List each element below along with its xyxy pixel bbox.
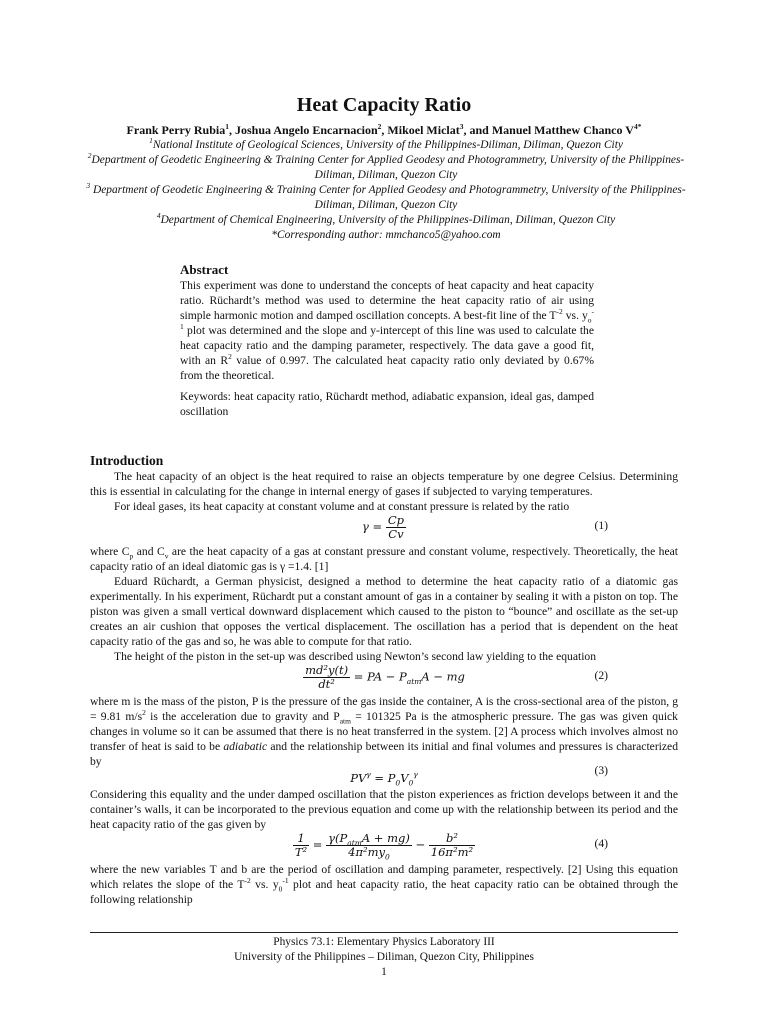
intro-paragraph-7: Considering this equality and the under damped oscillation that the piston experiences as friction develops between it and the container’s walls, it can be incorporated to the previous equation and come up with the relationship between its period and the heat capacity ratio of the gas given by — [90, 788, 678, 831]
affiliation-4: $^4$Department of Chemical Engineering, University of the Philippines-Diliman, Diliman, Quezon City — [156, 211, 616, 226]
equation-2: $\frac{\text{md²y(t)}}{\text{dt²}}$ = PA − $P_{atm}A$ − mg (2) — [305, 663, 608, 691]
corresponding-author: *Corresponding author: mmchanco5@yahoo.com — [271, 229, 501, 241]
affiliation-1: $^1$National Institute of Geological Sciences, University of the Philippines-Diliman, Diliman, Quezon City — [149, 136, 623, 151]
affiliation-2: $^2$Department of Geodetic Engineering & Training Center for Applied Geodesy and Photogrammetry, University of the Philippines-Diliman, Diliman, Quezon City — [87, 151, 685, 181]
intro-paragraph-1: The heat capacity of an object is the heat required to raise an objects temperature by one degree Celsius. Determining this is essential in calculating for the change in internal energy of gases if subjected to varying temperatures. — [90, 470, 678, 498]
page-number: 1 — [381, 966, 387, 978]
equation-3: $PV^\gamma = P_0V_0^\gamma$ (3) — [350, 764, 608, 788]
abstract-text: This experiment was done to understand the concepts of heat capacity and heat capacity ratio. Rüchardt’s method was used to determine the heat capacity ratio of air using simple harmonic motion and damped oscillation concepts. A best-fit line of the $T^{-2}$ vs. $y_o^{-1}$ plot was determined and the slope and y-intercept of this line was used to calculate the heat capacity ratio and the damping parameter, respectively. The data gave a good fit, with an $R^2$ value of 0.997. The calculated heat capacity ratio only deviated by 0.67% from the theoretical. — [180, 279, 594, 382]
equation-4: $\frac{1}{\text{T²}}$ = $\frac{\gamma(P_{atm}A + mg)}{4\pi^2my_0}$ − $\frac{\text{b²}}{\text{16π²m²}}$ (4) — [294, 831, 608, 862]
intro-paragraph-3: where $C_p$ and $C_v$ are the heat capacity of a gas at constant pressure and constant volume, respectively. Theoretically, the heat capacity ratio of an ideal diatomic gas is γ =1.4. [1] — [90, 545, 678, 573]
abstract-heading: Abstract — [180, 262, 229, 277]
intro-paragraph-5: The height of the piston in the set-up was described using Newton’s second law yielding to the equation — [114, 650, 597, 663]
equation-1-number: (1) — [594, 519, 608, 532]
intro-paragraph-4: Eduard Rüchardt, a German physicist, designed a method to determine the heat capacity ratio of a diatomic gas experimentally. In his experiment, Rüchardt put a constant amount of gas in a container by sealing it with a piston on top. The piston was given a small vertical downward displacement which caused to the piston to “bounce” and oscillate as the set-up creates an air cushion that opposes the vertical displacement. The oscillation has a period that is dependent on the heat capacity ratio of the gas and so, he was able to compute for that ratio. — [90, 575, 678, 648]
intro-paragraph-2: For ideal gases, its heat capacity at constant volume and at constant pressure is related by the ratio — [114, 500, 570, 513]
equation-3-number: (3) — [594, 764, 608, 777]
keywords: Keywords: heat capacity ratio, Rüchardt method, adiabatic expansion, ideal gas, damped oscillation — [180, 390, 594, 418]
abstract-section — [180, 262, 594, 419]
intro-paragraph-8: where the new variables T and b are the period of oscillation and damping parameter, respectively. [2] Using this equation which relates the slope of the $T^{-2}$ vs. $y_0^{-1}$ plot and heat capacity ratio, the heat capacity ratio can be obtained through the following relationship — [90, 863, 679, 906]
intro-paragraph-6: where m is the mass of the piston, P is the pressure of the gas inside the container, A is the cross-sectional area of the piston, g = 9.81 $m/s^2$ is the acceleration due to gravity and $P_{atm} = 101325$ Pa is the atmospheric pressure. The gas was given quick changes in volume so it can be assumed that there is no heat transferred in the system. [2] A process which involves almost no transfer of heat is said to be adiabatic and the relationship between its initial and final volumes and pressures is characterized by — [90, 695, 678, 768]
author-list: Frank Perry Rubia$^1$, Joshua Angelo Encarnacion$^2$, Mikoel Miclat$^3$, and Manuel Matthew Chanco $V^{4*}$ — [126, 122, 642, 137]
footer-university: University of the Philippines – Diliman, Quezon City, Philippines — [234, 951, 534, 963]
footer-course: Physics 73.1: Elementary Physics Laboratory III — [273, 936, 495, 948]
equation-4-number: (4) — [594, 837, 608, 850]
affiliation-3: $^3$ Department of Geodetic Engineering & Training Center for Applied Geodesy and Photogrammetry, University of the Philippines-Diliman, Diliman, Quezon City — [86, 181, 686, 211]
affiliations — [86, 138, 686, 243]
introduction-section — [90, 452, 678, 907]
footer-divider — [90, 932, 678, 933]
equation-1: γ = $\frac{Cp}{Cv}$ (1) — [362, 513, 608, 541]
introduction-heading: Introduction — [90, 453, 164, 468]
page-footer — [0, 935, 768, 980]
equation-2-number: (2) — [594, 669, 608, 682]
paper-title: Heat Capacity Ratio — [296, 94, 472, 116]
